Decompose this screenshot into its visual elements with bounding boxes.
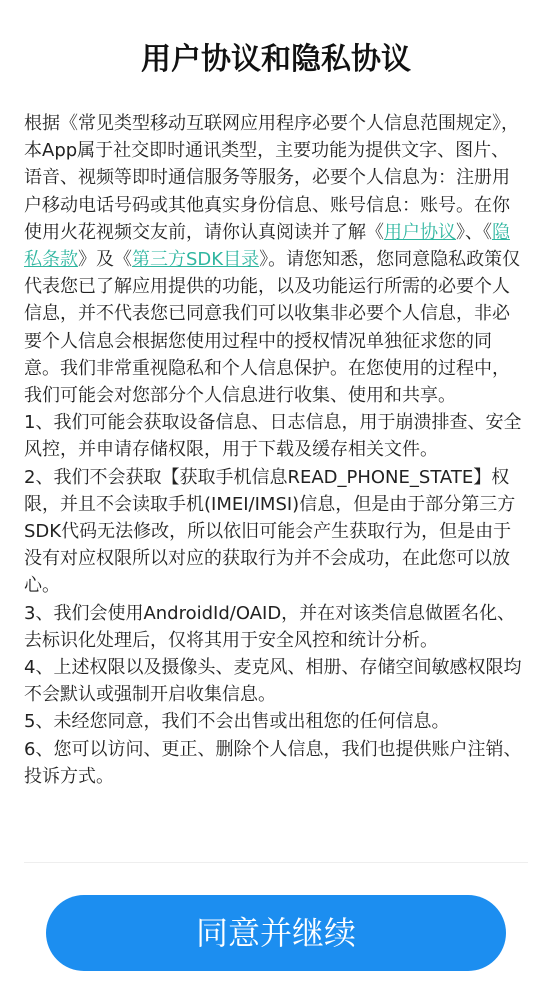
divider bbox=[24, 862, 528, 863]
privacy-terms-link[interactable]: 隐私条款 bbox=[24, 221, 510, 271]
list-item: 2、我们不会获取【获取手机信息READ_PHONE_STATE】权限，并且不会读取手机(IMEI/IMSI)信息，但是由于部分第三方SDK代码无法修改，所以依旧可能会产生获取行为，但是由于没有对应权限所以对应的获取行为并不会成功，在此您可以放心。 bbox=[24, 466, 516, 597]
dialog-title: 用户协议和隐私协议 bbox=[141, 42, 411, 77]
agree-continue-button[interactable]: 同意并继续 bbox=[46, 895, 506, 971]
intro-text-2: 》、《 bbox=[456, 221, 492, 243]
list-item: 3、我们会使用AndroidId/OAID，并在对该类信息做匿名化、去标识化处理后，仅将其用于安全风控和统计分析。 bbox=[24, 602, 516, 651]
intro-text-1: 根据《常见类型移动互联网应用程序必要个人信息范围规定》，本App属于社交即时通讯类型，主要功能为提供文字、图片、语音、视频等即时通信服务等服务，必要个人信息为：注册用户移动电话号码或其他真实身份信息、账号信息：账号。在你使用火花视频交友前，请你认真阅读并了解《 bbox=[24, 113, 519, 243]
list-item: 1、我们可能会获取设备信息、日志信息，用于崩溃排查、安全风控，并申请存储权限，用于下载及缓存相关文件。 bbox=[24, 412, 522, 461]
list-item: 5、未经您同意，我们不会出售或出租您的任何信息。 bbox=[24, 711, 450, 733]
list-item: 4、上述权限以及摄像头、麦克风、相册、存储空间敏感权限均不会默认或强制开启收集信息。 bbox=[24, 657, 522, 706]
intro-paragraph bbox=[24, 110, 526, 409]
sdk-list-link[interactable]: 第三方SDK目录 bbox=[132, 249, 260, 271]
intro-text-3: 》及《 bbox=[78, 249, 132, 271]
agreement-text bbox=[24, 110, 526, 790]
list-item: 6、您可以访问、更正、删除个人信息，我们也提供账户注销、投诉方式。 bbox=[24, 738, 522, 787]
user-agreement-link[interactable]: 用户协议 bbox=[384, 221, 456, 243]
intro-text-4: 》。请您知悉，您同意隐私政策仅代表您已了解应用提供的功能，以及功能运行所需的必要个人信息，并不代表您已同意我们可以收集非必要个人信息，非必要个人信息会根据您使用过程中的授权情况单独征求您的同意。我们非常重视隐私和个人信息保护。在您使用的过程中，我们可能会对您部分个人信息进行收集、使用和共享。 bbox=[24, 249, 521, 407]
